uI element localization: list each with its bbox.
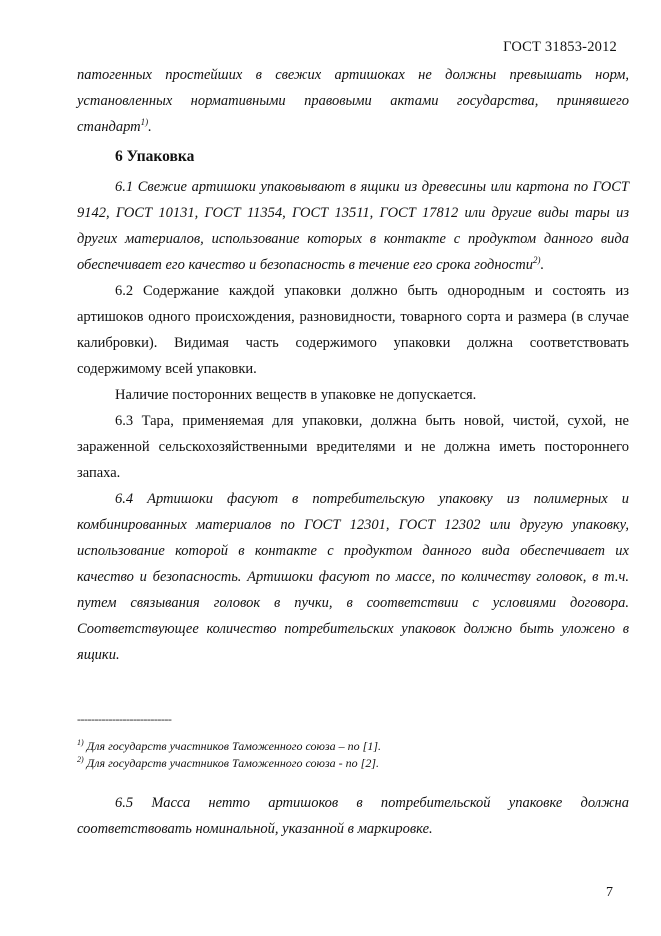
paragraph-6-1-text: 6.1 Свежие артишоки упаковывают в ящики из древесины или картона по ГОСТ 9142, ГОСТ 10131, ГОСТ 11354, ГОСТ 13511, ГОСТ 17812 или другие виды тары из других материалов, использование которых в контакте с продуктом данного вида обеспечивает его качество и безопасность в течение его срока годности: [77, 179, 629, 273]
intro-text: патогенных простейших в свежих артишоках не должны превышать норм, установленных нормативными правовыми актами государства, принявшего стандарт: [77, 67, 629, 135]
footnote-1: [77, 738, 629, 755]
paragraph-6-2: 6.2 Содержание каждой упаковки должно быть однородным и состоять из артишоков одного происхождения, разновидности, товарного сорта и размера (в случае калибровки). Видимая часть содержимого упаковки должна соответствовать содержимому всей упаковки.: [77, 283, 629, 377]
footnote-2-text: Для государств участников Таможенного союза - по [2].: [83, 756, 379, 770]
document-body: [77, 62, 629, 842]
footnote-1-text: Для государств участников Таможенного союза – по [1].: [83, 739, 381, 753]
paragraph-6-5: 6.5 Масса нетто артишоков в потребительской упаковке должна соответствовать номинальной, указанной в маркировке.: [77, 795, 629, 837]
footnote-2-mark: 2): [77, 755, 84, 764]
paragraph-6-1: [77, 174, 629, 278]
section-heading: 6 Упаковка: [115, 148, 195, 165]
footnote-2: [77, 755, 629, 772]
footnotes: [77, 738, 629, 772]
page-header: ГОСТ 31853-2012: [503, 39, 617, 55]
intro-paragraph: [77, 62, 629, 140]
paragraph-6-2-note: Наличие посторонних веществ в упаковке не допускается.: [115, 387, 477, 403]
footnote-1-mark: 1): [77, 738, 84, 747]
paragraph-6-4: 6.4 Артишоки фасуют в потребительскую упаковку из полимерных и комбинированных материалов по ГОСТ 12301, ГОСТ 12302 или другую упаковку, использование которой в контакте с продуктом данного вида обеспечивает их качество и безопасность. Артишоки фасуют по массе, по количеству головок, в т.ч. путем связывания головок в пучки, в соответствии с условиями договора. Соответствующее количество потребительских упаковок должно быть уложено в ящики.: [77, 491, 629, 663]
footnote-ref-1[interactable]: 1): [140, 117, 149, 127]
footnote-separator: ---------------------------: [77, 712, 172, 726]
footnote-ref-2[interactable]: 2): [532, 255, 541, 265]
page-number: 7: [606, 885, 613, 900]
paragraph-6-1-end: .: [540, 257, 545, 273]
paragraph-6-3: 6.3 Тара, применяемая для упаковки, должна быть новой, чистой, сухой, не зараженной сельскохозяйственными вредителями и не должна иметь постороннего запаха.: [77, 413, 629, 481]
intro-end: .: [148, 119, 152, 135]
